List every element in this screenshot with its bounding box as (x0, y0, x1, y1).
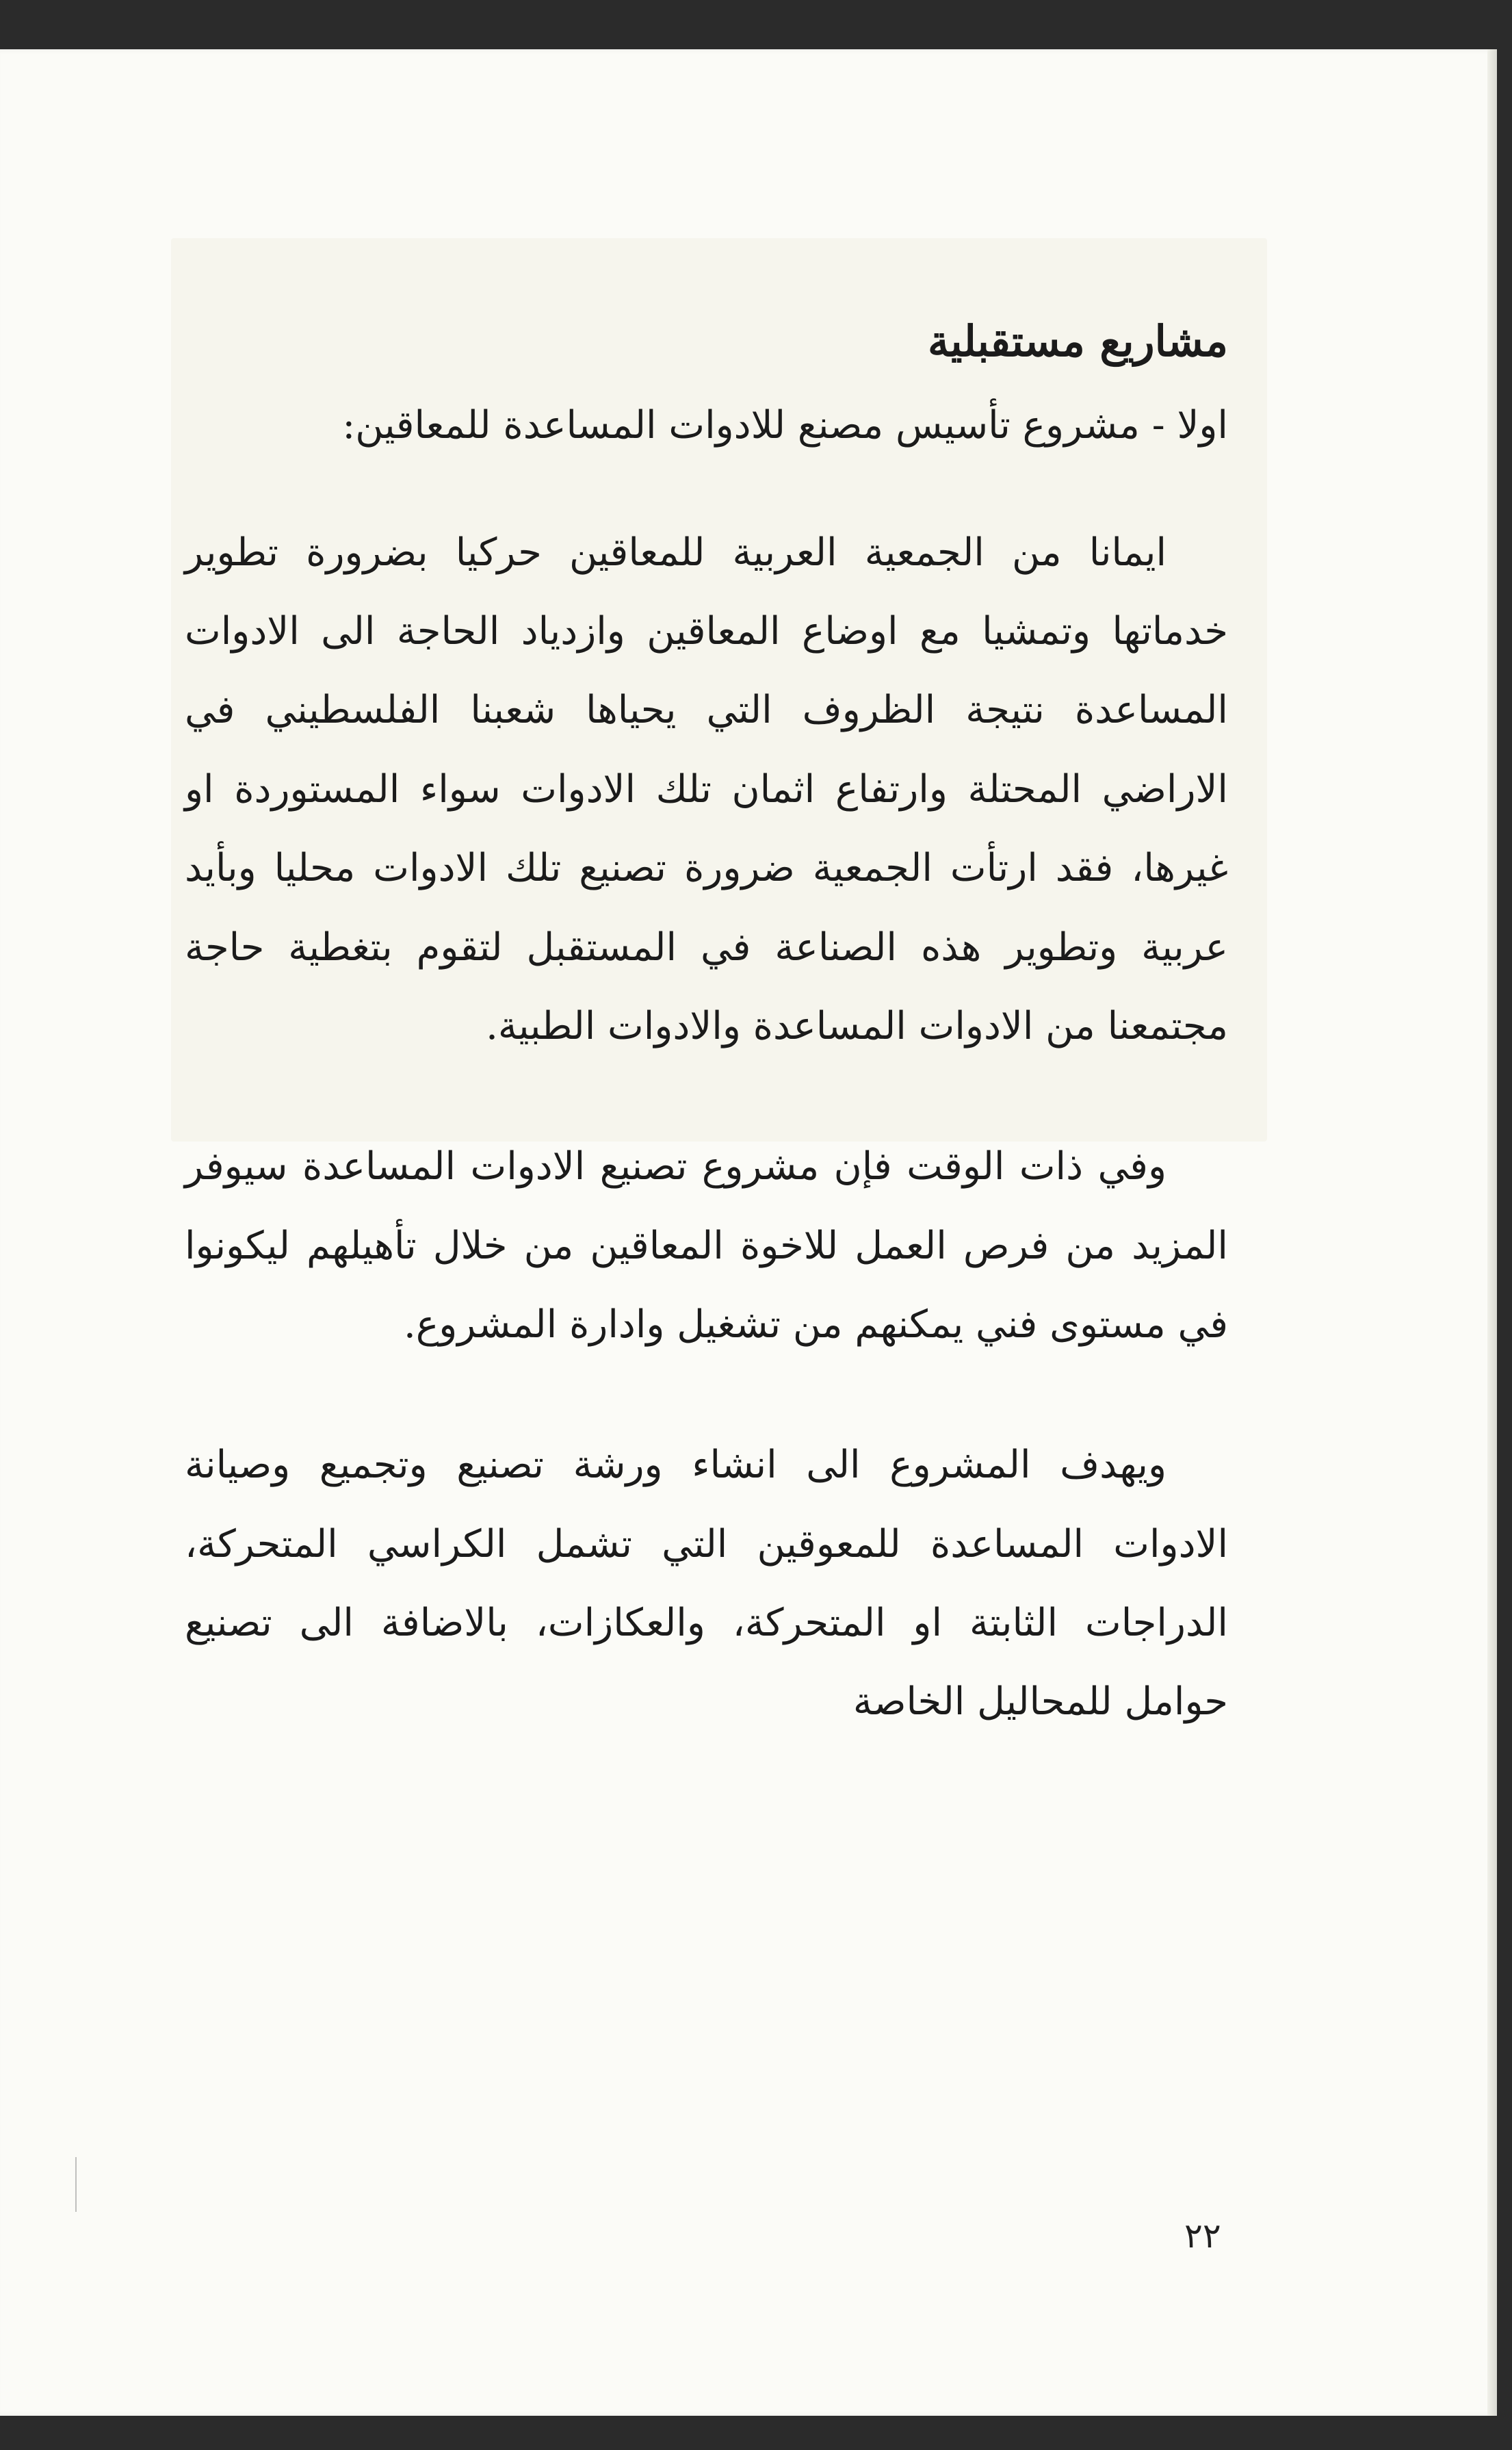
scan-bottom-border (0, 2416, 1512, 2450)
page-number: ٢٢ (1184, 2216, 1221, 2256)
page-edge (1487, 49, 1497, 2416)
paragraph-1: ايمانا من الجمعية العربية للمعاقين حركيا بضرورة تطوير خدماتها وتمشيا مع اوضاع المعاقين وازدياد الحاجة الى الادوات المساعدة نتيجة الظروف التي يحياها شعبنا الفلسطيني في الاراضي المحتلة وارتفاع اثمان تلك الادوات سواء المستوردة او غيرها، فقد ارتأت الجمعية ضرورة تصنيع تلك الادوات محليا وبأيد عربية وتطوير هذه الصناعة في المستقبل لتقوم بتغطية حاجة مجتمعنا من الادوات المساعدة والادوات الطبية. (185, 530, 1228, 1048)
paragraph-2: وفي ذات الوقت فإن مشروع تصنيع الادوات المساعدة سيوفر المزيد من فرص العمل للاخوة المعاقين من خلال تأهيلهم ليكونوا في مستوى فني يمكنهم من تشغيل وادارة المشروع. (185, 1144, 1228, 1347)
page-title: مشاريع مستقبلية (928, 316, 1228, 366)
document-content (185, 316, 1228, 1803)
section-heading: اولا - مشروع تأسيس مصنع للادوات المساعدة للمعاقين: (342, 403, 1228, 448)
page-fold-mark (75, 2157, 77, 2212)
document-page (0, 49, 1497, 2416)
paragraph-3: ويهدف المشروع الى انشاء ورشة تصنيع وتجميع وصيانة الادوات المساعدة للمعوقين التي تشمل الكراسي المتحركة، الدراجات الثابتة او المتحركة، والعكازات، بالاضافة الى تصنيع حوامل للمحاليل الخاصة (185, 1443, 1228, 1725)
